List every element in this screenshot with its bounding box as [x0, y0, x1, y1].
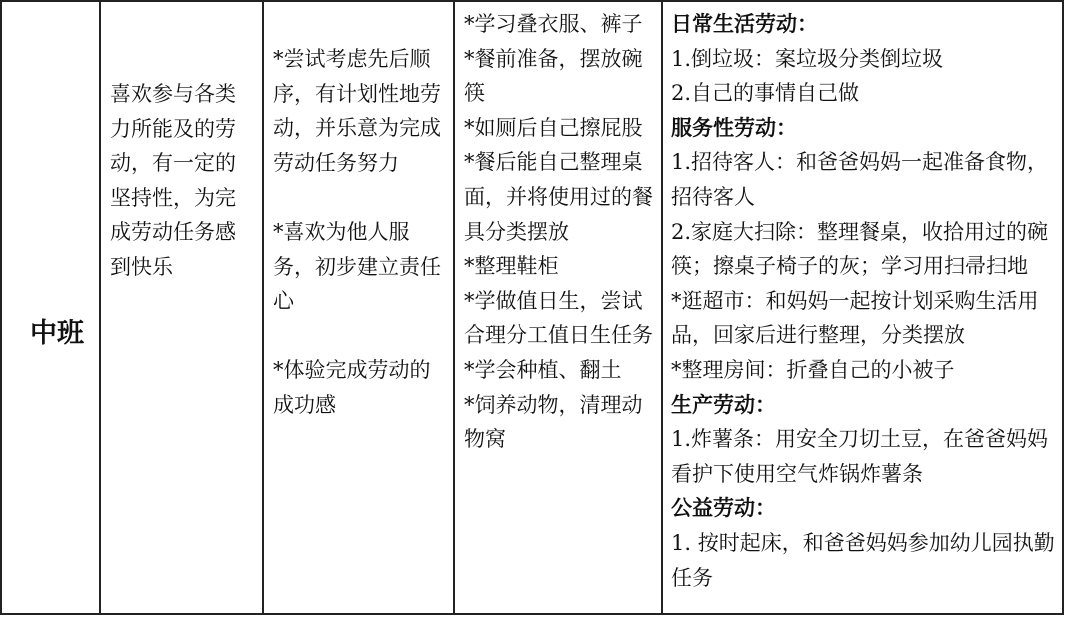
content-item: *学习叠衣服、裤子	[464, 12, 643, 36]
activity-item: 1.倒垃圾：案垃圾分类倒垃圾	[671, 46, 944, 71]
table-bottom-border	[0, 613, 1064, 615]
goal-cell	[110, 77, 256, 285]
goal-text: 喜欢参与各类力所能及的劳动，有一定的坚持性，为完成劳动任务感到快乐	[110, 82, 236, 279]
daily-life-heading: 日常生活劳动：	[671, 11, 818, 36]
activity-item: 2.自己的事情自己做	[671, 81, 860, 106]
table-left-border	[0, 0, 2, 614]
activity-item: 2.家庭大扫除：整理餐桌，收拾用过的碗筷；擦桌子椅子的灰；学习用扫帚扫地	[671, 219, 1049, 279]
column-divider-3	[453, 0, 455, 614]
content-item: *餐前准备，摆放碗筷	[464, 46, 643, 106]
production-heading: 生产劳动：	[671, 391, 776, 417]
activity-item: *整理房间：折叠自己的小被子	[671, 357, 955, 382]
content-item: *学做值日生，尝试合理分工值日生任务	[464, 288, 653, 348]
objectives-cell	[273, 42, 449, 423]
objective-item: *喜欢为他人服务，初步建立责任心	[273, 219, 441, 314]
column-divider-4	[661, 0, 663, 614]
content-item: *学会种植、翻土	[464, 357, 622, 382]
public-welfare-heading: 公益劳动：	[671, 495, 776, 521]
activity-item: 1.招待客人：和爸爸妈妈一起准备食物，招待客人	[671, 150, 1049, 209]
objective-item: *体验完成劳动的成功感	[273, 358, 431, 417]
activity-item: 1. 按时起床，和爸爸妈妈参加幼儿园执勤任务	[671, 530, 1055, 590]
content-item: *如厕后自己擦屁股	[464, 115, 643, 140]
objective-item: *尝试考虑先后顺序，有计划性地劳动，并乐意为完成劳动任务努力	[273, 47, 441, 175]
activity-item: 1.炸薯条：用安全刀切土豆，在爸爸妈妈看护下使用空气炸锅炸薯条	[671, 427, 1049, 486]
service-heading: 服务性劳动：	[671, 114, 797, 140]
column-divider-1	[99, 0, 101, 614]
content-item: *整理鞋柜	[464, 254, 559, 279]
content-item: *饲养动物，清理动物窝	[464, 392, 643, 452]
activity-item: *逛超市：和妈妈一起按计划采购生活用品，回家后进行整理，分类摆放	[671, 288, 1039, 348]
table-top-border	[0, 0, 1064, 2]
activities-cell	[671, 7, 1059, 595]
column-divider-2	[262, 0, 264, 614]
content-item: *餐后能自己整理桌面，并将使用过的餐具分类摆放	[464, 150, 653, 244]
content-cell	[464, 7, 654, 457]
table-right-border	[1062, 0, 1064, 614]
grade-label: 中班	[30, 318, 84, 349]
